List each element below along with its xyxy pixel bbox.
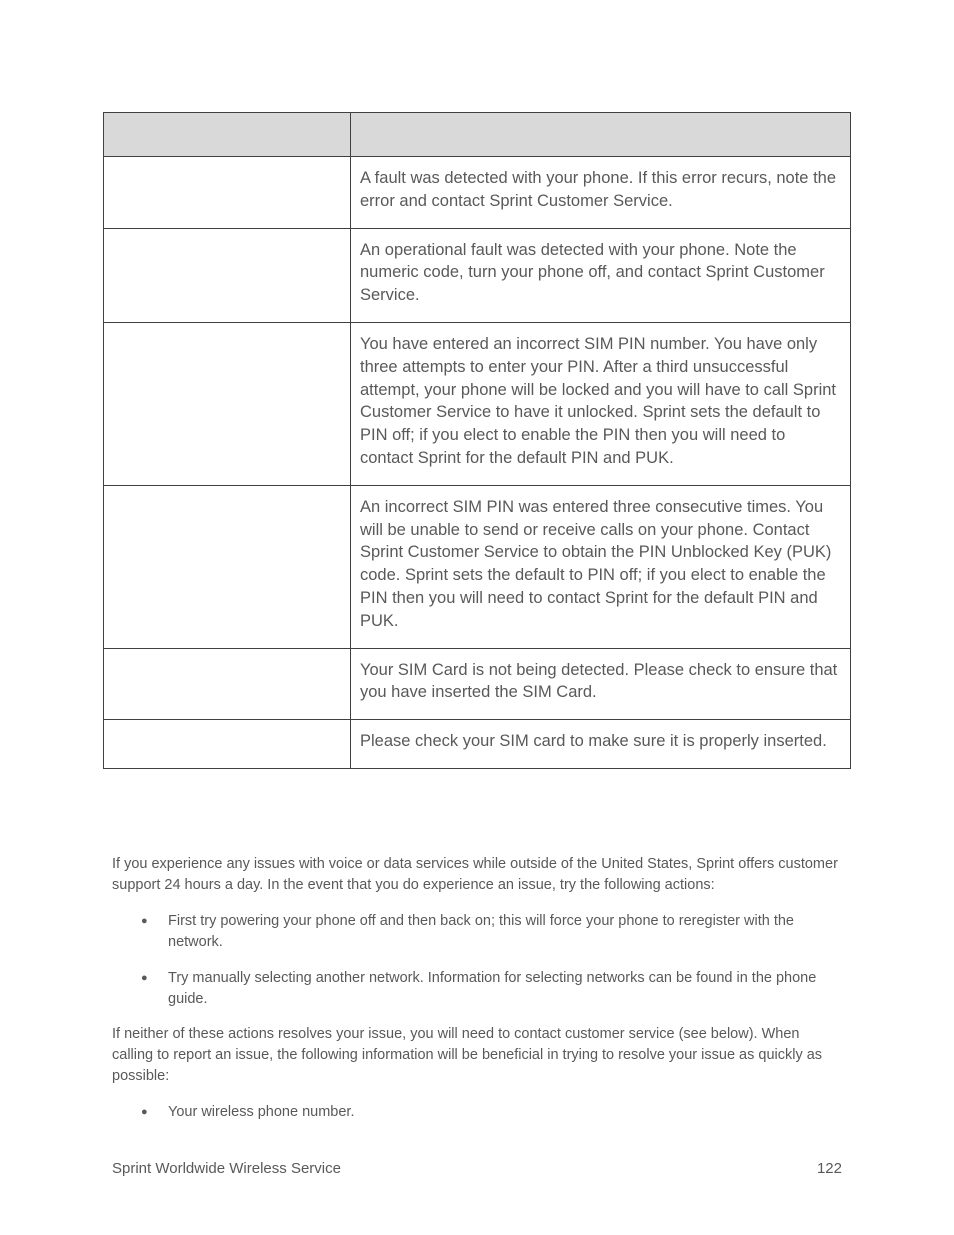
table-row bbox=[104, 720, 851, 769]
intro-paragraph: If you experience any issues with voice or data services while outside of the United States, Sprint offers customer support 24 hours a day. In the event that you do experience an issue, try the following actions: bbox=[112, 856, 838, 893]
table-row bbox=[104, 648, 851, 720]
message-cell bbox=[104, 485, 351, 648]
bullet-dot: ● bbox=[141, 1106, 148, 1118]
message-cell bbox=[104, 322, 351, 485]
message-cell bbox=[104, 648, 351, 720]
message-cell bbox=[104, 720, 351, 769]
description-cell: An operational fault was detected with your phone. Note the numeric code, turn your phone off, and contact Sprint Customer Service. bbox=[351, 228, 851, 322]
message-cell bbox=[104, 228, 351, 322]
footer-title: Sprint Worldwide Wireless Service bbox=[112, 1160, 341, 1177]
table-row bbox=[104, 228, 851, 322]
followup-paragraph: If neither of these actions resolves your issue, you will need to contact customer service (see below). When calling to report an issue, the following information will be beneficial in trying to resolve your issue as quickly as possible: bbox=[112, 1026, 823, 1084]
bullet-item-power-cycle: First try powering your phone off and then back on; this will force your phone to reregister with the network. bbox=[168, 913, 794, 950]
message-cell bbox=[104, 157, 351, 229]
table-row bbox=[104, 157, 851, 229]
header-cell-message bbox=[104, 113, 351, 157]
table-header-row bbox=[104, 113, 851, 157]
bullet-dot: ● bbox=[141, 915, 148, 927]
bullet-item-phone-number: Your wireless phone number. bbox=[168, 1104, 355, 1120]
bullet-dot: ● bbox=[141, 972, 148, 984]
description-cell: You have entered an incorrect SIM PIN number. You have only three attempts to enter your PIN. After a third unsuccessful attempt, your phone will be locked and you will have to call Sprint Customer Service to have it unlocked. Sprint sets the default to PIN off; if you elect to enable the PIN then you will need to contact Sprint for the default PIN and PUK. bbox=[351, 322, 851, 485]
table-row bbox=[104, 322, 851, 485]
error-message-table bbox=[103, 112, 851, 769]
description-cell: Please check your SIM card to make sure it is properly inserted. bbox=[351, 720, 851, 769]
description-cell: Your SIM Card is not being detected. Please check to ensure that you have inserted the SIM Card. bbox=[351, 648, 851, 720]
page-number: 122 bbox=[816, 1160, 842, 1177]
table-row bbox=[104, 485, 851, 648]
description-cell: A fault was detected with your phone. If this error recurs, note the error and contact Sprint Customer Service. bbox=[351, 157, 851, 229]
bullet-item-select-network: Try manually selecting another network. Information for selecting networks can be found in the phone guide. bbox=[168, 970, 817, 1007]
description-cell: An incorrect SIM PIN was entered three consecutive times. You will be unable to send or receive calls on your phone. Contact Sprint Customer Service to obtain the PIN Unblocked Key (PUK) code. Sprint sets the default to PIN off; if you elect to enable the PIN then you will need to contact Sprint for the default PIN and PUK. bbox=[351, 485, 851, 648]
header-cell-description bbox=[351, 113, 851, 157]
